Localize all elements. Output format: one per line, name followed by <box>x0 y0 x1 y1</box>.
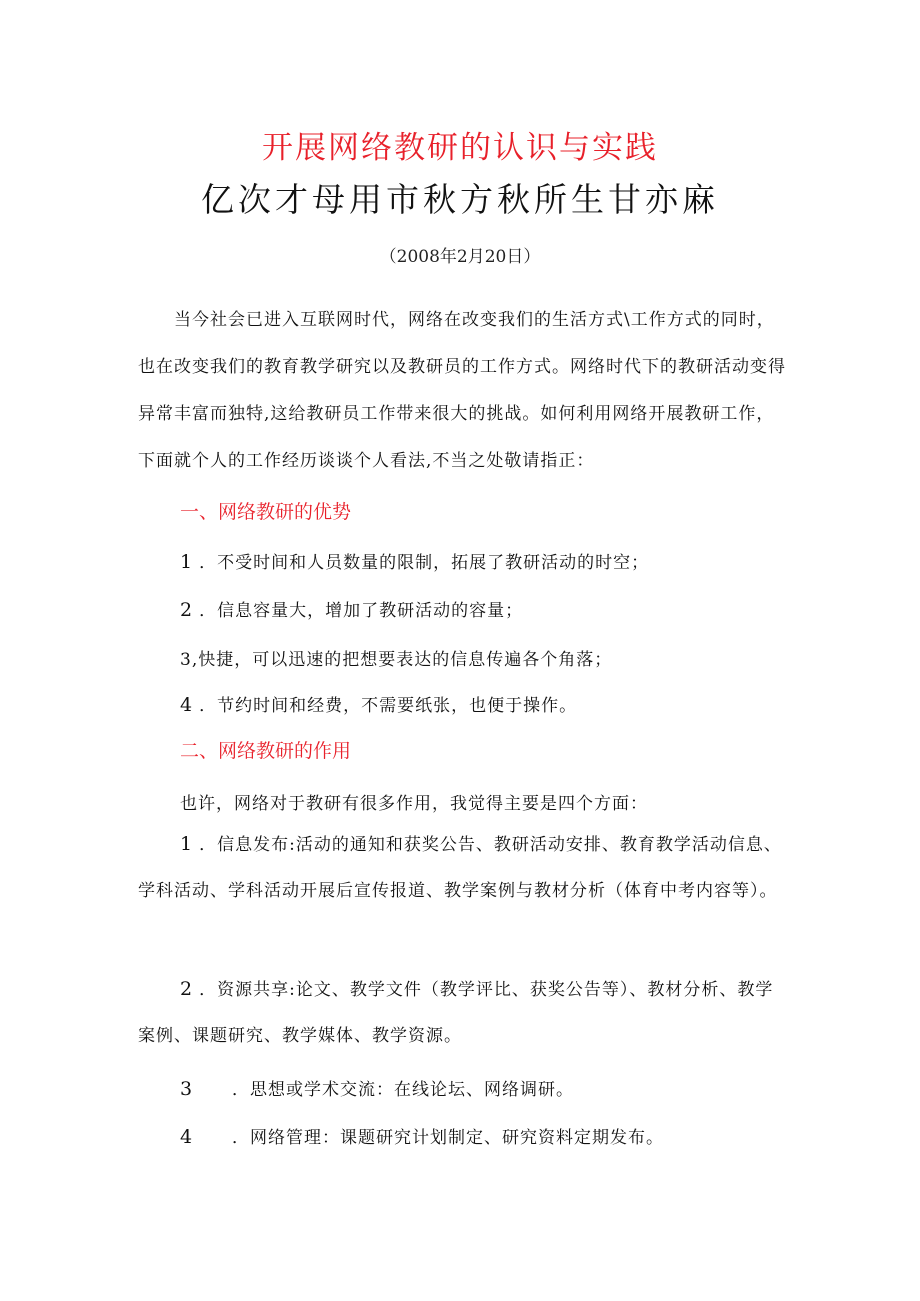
advantage-item-2 <box>180 596 800 621</box>
item-number: 2 <box>180 599 194 621</box>
function-item-1 <box>138 821 788 914</box>
item-text: 3,快捷，可以迅速的把想要表达的信息传遍各个角落； <box>180 650 613 670</box>
item-text: ．资源共享:论文、教学文件（教学评比、获奖公告等）、教材分析、教学案例、课题研究、教学媒体、教学资源。 <box>138 980 774 1046</box>
document-title: 开展网络教研的认识与实践 <box>262 130 658 166</box>
item-number: 4 <box>180 1126 194 1148</box>
item-number: 1 <box>180 833 194 855</box>
function-item-3 <box>180 1075 800 1100</box>
item-text: ．网络管理：课题研究计划制定、研究资料定期发布。 <box>232 1128 664 1148</box>
item-text: ．信息发布:活动的通知和获奖公告、教研活动安排、教育教学活动信息、学科活动、学科活动开展后宣传报道、教学案例与教材分析（体育中考内容等）。 <box>138 835 782 901</box>
item-text: ．思想或学术交流：在线论坛、网络调研。 <box>232 1080 574 1100</box>
advantage-item-4 <box>180 691 800 716</box>
document-subtitle: 亿次才母用市秋方秋所生甘亦麻 <box>201 180 719 219</box>
item-text: ．不受时间和人员数量的限制，拓展了教研活动的时空； <box>199 553 650 573</box>
item-text: ．信息容量大，增加了教研活动的容量； <box>199 601 524 621</box>
item-number: 4 <box>180 694 194 716</box>
function-item-4 <box>180 1123 800 1148</box>
section2-heading: 二、网络教研的作用 <box>180 740 352 762</box>
advantage-item-3 <box>180 645 800 670</box>
item-number: 1 <box>180 551 194 573</box>
intro-paragraph: 当今社会已进入互联网时代，网络在改变我们的生活方式\工作方式的同时，也在改变我们的教育教学研究以及教研员的工作方式。网络时代下的教研活动变得异常丰富而独特,这给教研员工作带来很大的挑战。如何利用网络开展教研工作，下面就个人的工作经历谈谈个人看法,不当之处敬请指正： <box>138 310 786 471</box>
section1-heading: 一、网络教研的优势 <box>180 501 352 523</box>
advantage-item-1 <box>180 548 800 573</box>
item-text: ．节约时间和经费，不需要纸张，也便于操作。 <box>199 696 578 716</box>
section2-intro: 也许，网络对于教研有很多作用，我觉得主要是四个方面： <box>180 794 648 814</box>
function-item-2 <box>138 966 788 1059</box>
item-number: 2 <box>180 978 194 1000</box>
item-number: 3 <box>180 1078 194 1100</box>
document-date: （2008年2月20日） <box>379 247 541 267</box>
